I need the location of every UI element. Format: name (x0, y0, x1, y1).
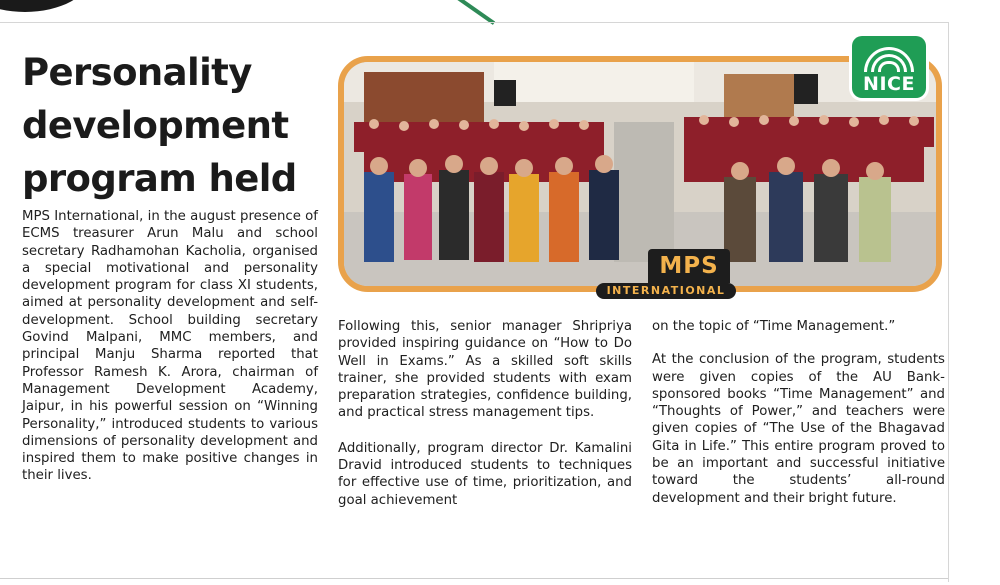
column-3-paragraph-2: At the conclusion of the program, students were given copies of the AU Bank-sponsored books “Time Management” and “Thoughts of Power,” and teachers were given copies of “The Use of the Bhagavad Gita in Life.” This entire program proved to be an important and successful initiative toward the students’ all-round development and their bright future. (652, 352, 945, 506)
right-divider (948, 22, 949, 582)
article-column-1 (22, 208, 318, 485)
article-column-2 (338, 318, 632, 509)
bottom-divider (0, 578, 948, 579)
column-2-paragraph-1: Following this, senior manager Shripriya provided inspiring guidance on “How to Do Well in Exams.” As a skilled soft skills trainer, she provided students with exam preparation strategies, confidence building, and practical stress management tips. (338, 319, 632, 421)
article-headline: Personality development program held (22, 51, 297, 200)
column-3-paragraph-1: on the topic of “Time Management.” (652, 319, 896, 334)
column-1-paragraph: MPS International, in the august presence of ECMS treasurer Arun Malu and school secretary Radhamohan Kacholia, organised a special motivational and personality development program for class XI students, aimed at personality development and self-development. School building secretary Govind Malpani, MMC members, and principal Manju Sharma reported that Professor Ramesh K. Arora, chairman of Management Development Academy, Jaipur, in his powerful session on “Winning Personality,” introduced students to various dimensions of personality development and inspired them to make positive changes in their lives. (22, 209, 318, 484)
column-2-paragraph-2: Additionally, program director Dr. Kamalini Dravid introduced students to techniques for effective use of time, prioritization, and goal achievement (338, 440, 632, 508)
top-divider (0, 22, 948, 23)
nice-logo-text: NICE (863, 73, 915, 95)
article-column-3 (652, 318, 945, 507)
school-badge: MPS (648, 249, 730, 283)
logo-arc-inner (878, 61, 900, 72)
school-badge-subtitle: INTERNATIONAL (596, 283, 736, 299)
auditorium-scene (344, 62, 936, 286)
corner-decoration (0, 0, 90, 12)
nice-logo (852, 36, 926, 98)
